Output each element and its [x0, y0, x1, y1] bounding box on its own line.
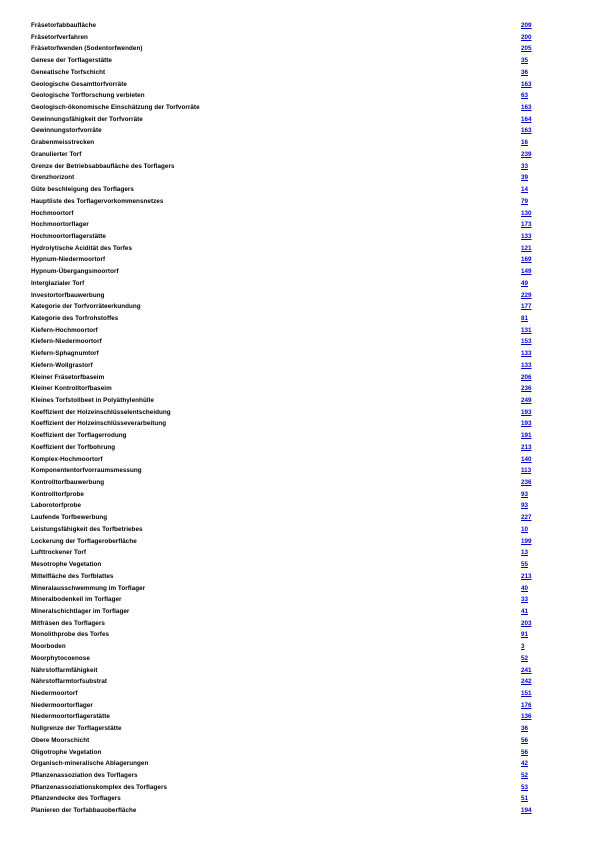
- index-entry: [31, 114, 541, 126]
- index-term: Kleiner Fräsetorfbaseim: [31, 373, 105, 381]
- index-term: Oligotrophe Vegetation: [31, 748, 102, 756]
- index-term: Niedermoortorflager: [31, 701, 93, 709]
- page-reference-link[interactable]: 236: [521, 479, 532, 487]
- index-entry: [31, 629, 541, 641]
- index-entry: [31, 301, 541, 313]
- index-entry: [31, 454, 541, 466]
- index-term: Kiefern-Sphagnumtorf: [31, 350, 99, 358]
- index-entry: [31, 102, 541, 114]
- index-entry: [31, 32, 541, 44]
- index-term: Hydrolytische Acidität des Torfes: [31, 244, 133, 252]
- index-term: Kleiner Kontrolltorfbaseim: [31, 385, 112, 393]
- index-term: Grabenmeisstrecken: [31, 139, 95, 147]
- page-reference-link[interactable]: 193: [521, 408, 532, 416]
- index-entry: [31, 348, 541, 360]
- index-entry: [31, 758, 541, 770]
- index-term: Hauptliste des Torflagervorkommensnetzes: [31, 197, 164, 205]
- index-entry: [31, 489, 541, 501]
- page-reference-link[interactable]: 49: [521, 279, 529, 287]
- index-entry: [31, 172, 541, 184]
- index-entry: [31, 266, 541, 278]
- index-list: [31, 20, 541, 817]
- page-reference-link[interactable]: 14: [521, 186, 529, 194]
- index-entry: [31, 90, 541, 102]
- index-entry: [31, 547, 541, 559]
- index-term: Planieren der Torfabbauoberfläche: [31, 807, 137, 815]
- page-reference-link[interactable]: 239: [521, 150, 532, 158]
- index-entry: [31, 67, 541, 79]
- index-term: Koeffizient der Holzeinschlüsseverarbeitung: [31, 420, 167, 428]
- page-reference-link[interactable]: 229: [521, 291, 532, 299]
- page-reference-link[interactable]: 199: [521, 537, 532, 545]
- index-term: Hochmoortorflager: [31, 221, 89, 229]
- index-entry: [31, 395, 541, 407]
- page-reference-link[interactable]: 33: [521, 596, 529, 604]
- page-reference-link[interactable]: 200: [521, 33, 532, 41]
- page-reference-link[interactable]: 42: [521, 760, 529, 768]
- index-entry: [31, 805, 541, 817]
- index-term: Komponententorfvorraumsmessung: [31, 467, 142, 475]
- index-entry: [31, 500, 541, 512]
- index-term: Fräsetorfverfahren: [31, 33, 88, 41]
- index-entry: [31, 196, 541, 208]
- index-term: Kategorie der Torfvorräteerkundung: [31, 303, 141, 311]
- index-term: Pflanzenassoziation des Torflagers: [31, 772, 138, 779]
- index-entry: [31, 571, 541, 583]
- page-reference-link[interactable]: 241: [521, 666, 532, 674]
- index-term: Mineralausschwemmung im Torflager: [31, 584, 146, 592]
- index-term: Organisch-mineralische Ablagerungen: [31, 760, 149, 768]
- page-reference-link[interactable]: 16: [521, 139, 529, 147]
- index-term: Laufende Torfbewerbung: [31, 514, 108, 522]
- page-reference-link[interactable]: 164: [521, 115, 532, 123]
- page-reference-link[interactable]: 236: [521, 385, 532, 393]
- index-term: Fräsetorfabbaufläche: [31, 22, 97, 29]
- index-term: Mitfräsen des Torflagers: [31, 619, 105, 627]
- index-entry: [31, 770, 541, 782]
- index-entry: [31, 278, 541, 290]
- index-entry: [31, 618, 541, 630]
- index-term: Gewinnungsfähigkeit der Torfvorräte: [31, 115, 143, 123]
- index-entry: [31, 372, 541, 384]
- page-reference-link[interactable]: 52: [521, 772, 529, 779]
- page-reference-link[interactable]: 133: [521, 350, 532, 358]
- page-reference-link[interactable]: 10: [521, 525, 529, 533]
- page-reference-link[interactable]: 177: [521, 303, 532, 311]
- index-term: Mesotrophe Vegetation: [31, 561, 102, 569]
- index-entry: [31, 524, 541, 536]
- index-term: Monolithprobe des Torfes: [31, 631, 110, 639]
- index-entry: [31, 700, 541, 712]
- index-entry: [31, 583, 541, 595]
- index-term: Koeffizient der Torfbohrung: [31, 443, 116, 451]
- index-term: Nährstoffarmfähigkeit: [31, 666, 98, 674]
- index-entry: [31, 184, 541, 196]
- page-reference-link[interactable]: 206: [521, 373, 532, 381]
- index-entry: [31, 161, 541, 173]
- page-reference-link[interactable]: 51: [521, 795, 529, 803]
- page-reference-link[interactable]: 113: [521, 467, 532, 475]
- page-reference-link[interactable]: 191: [521, 432, 532, 440]
- page-reference-link[interactable]: 79: [521, 197, 529, 205]
- page-reference-link[interactable]: 56: [521, 736, 529, 744]
- index-term: Pflanzenassoziationskomplex des Torflagers: [31, 783, 168, 791]
- index-term: Leistungsfähigkeit des Torfbetriebes: [31, 525, 143, 533]
- index-entry: [31, 735, 541, 747]
- page-reference-link[interactable]: 163: [521, 104, 532, 112]
- page-reference-link[interactable]: 81: [521, 314, 529, 322]
- page-reference-link[interactable]: 136: [521, 713, 532, 721]
- index-entry: [31, 254, 541, 266]
- index-term: Genese der Torflagerstätte: [31, 57, 112, 65]
- page-reference-link[interactable]: 205: [521, 45, 532, 53]
- index-entry: [31, 149, 541, 161]
- page-reference-link[interactable]: 131: [521, 326, 532, 334]
- index-term: Mineralschichtlager im Torflager: [31, 607, 130, 615]
- index-entry: [31, 55, 541, 67]
- page-reference-link[interactable]: 56: [521, 748, 529, 756]
- index-entry: [31, 336, 541, 348]
- page-reference-link[interactable]: 33: [521, 162, 529, 170]
- index-entry: [31, 325, 541, 337]
- page-reference-link[interactable]: 193: [521, 420, 532, 428]
- index-entry: [31, 43, 541, 55]
- page-reference-link[interactable]: 249: [521, 397, 532, 404]
- page-reference-link[interactable]: 149: [521, 268, 532, 276]
- index-term: Grenze der Betriebsabbaufläche des Torflagers: [31, 162, 175, 170]
- page-reference-link[interactable]: 55: [521, 561, 529, 569]
- index-term: Moorboden: [31, 643, 66, 651]
- page-reference-link[interactable]: 93: [521, 490, 529, 498]
- page-reference-link[interactable]: 133: [521, 361, 532, 369]
- index-entry: [31, 231, 541, 243]
- index-entry: [31, 243, 541, 255]
- index-term: Pflanzendecke des Torflagers: [31, 795, 121, 803]
- index-entry: [31, 407, 541, 419]
- index-entry: [31, 536, 541, 548]
- page-reference-link[interactable]: 173: [521, 221, 532, 229]
- index-entry: [31, 559, 541, 571]
- index-term: Kategorie des Torfrohstoffes: [31, 314, 119, 322]
- page-reference-link[interactable]: 41: [521, 607, 529, 615]
- index-term: Hochmoortorflagerstätte: [31, 232, 106, 240]
- index-term: Lufttrockener Torf: [31, 549, 87, 557]
- page-reference-link[interactable]: 151: [521, 689, 532, 697]
- page-reference-link[interactable]: 39: [521, 174, 529, 182]
- index-entry: [31, 290, 541, 302]
- index-term: Hochmoortorf: [31, 209, 74, 217]
- index-term: Geologisch-ökonomische Einschätzung der Torfvorräte: [31, 104, 200, 112]
- index-term: Mittelfläche des Torfblattes: [31, 572, 114, 580]
- index-entry: [31, 208, 541, 220]
- index-term: Kiefern-Hochmoortorf: [31, 326, 98, 334]
- index-term: Güte beschleigung des Torflagers: [31, 186, 134, 194]
- index-entry: [31, 418, 541, 430]
- index-term: Fräsetorfwenden (Sodentorfwenden): [31, 45, 143, 53]
- index-term: Geologische Torfforschung verbieten: [31, 92, 145, 100]
- page-reference-link[interactable]: 227: [521, 514, 532, 522]
- page-reference-link[interactable]: 53: [521, 783, 529, 791]
- index-entry: [31, 688, 541, 700]
- index-term: Koeffizient der Torflagerrodung: [31, 432, 127, 440]
- index-term: Hypnum-Niedermoortorf: [31, 256, 106, 264]
- index-entry: [31, 793, 541, 805]
- index-entry: [31, 79, 541, 91]
- index-term: Kiefern-Niedermoortorf: [31, 338, 102, 346]
- index-term: Kontrolltorfprobe: [31, 490, 84, 498]
- page-reference-link[interactable]: 121: [521, 244, 532, 252]
- page-reference-link[interactable]: 140: [521, 455, 532, 463]
- index-term: Komplex-Hochmoortorf: [31, 455, 103, 463]
- page-reference-link[interactable]: 163: [521, 127, 532, 135]
- index-entry: [31, 665, 541, 677]
- index-term: Nullgrenze der Torflagerstätte: [31, 725, 122, 733]
- index-term: Granulierter Torf: [31, 150, 82, 158]
- index-entry: [31, 477, 541, 489]
- page-reference-link[interactable]: 13: [521, 549, 529, 557]
- page-reference-link[interactable]: 213: [521, 443, 532, 451]
- index-entry: [31, 137, 541, 149]
- page-reference-link[interactable]: 3: [521, 643, 525, 651]
- index-entry: [31, 360, 541, 372]
- page-reference-link[interactable]: 63: [521, 92, 529, 100]
- page-reference-link[interactable]: 163: [521, 80, 532, 88]
- index-term: Kiefern-Wollgrastorf: [31, 361, 93, 369]
- index-entry: [31, 641, 541, 653]
- index-entry: [31, 219, 541, 231]
- index-term: Niedermoortorflagerstätte: [31, 713, 110, 721]
- index-entry: [31, 606, 541, 618]
- page-reference-link[interactable]: 133: [521, 232, 532, 240]
- index-term: Mineralbodenkeil im Torflager: [31, 596, 122, 604]
- index-term: Geneatische Torfschicht: [31, 68, 106, 76]
- page-reference-link[interactable]: 176: [521, 701, 532, 709]
- index-term: Kontrolltorfbauwerbung: [31, 479, 105, 487]
- index-entry: [31, 383, 541, 395]
- index-entry: [31, 512, 541, 524]
- index-term: Investortorfbauwerbung: [31, 291, 105, 299]
- index-term: Grenzhorizont: [31, 174, 75, 182]
- page-reference-link[interactable]: 213: [521, 572, 532, 580]
- page-reference-link[interactable]: 40: [521, 584, 529, 592]
- index-entry: [31, 723, 541, 735]
- page-reference-link[interactable]: 35: [521, 57, 529, 65]
- index-term: Moorphytocoenose: [31, 654, 90, 662]
- index-entry: [31, 125, 541, 137]
- index-entry: [31, 313, 541, 325]
- index-term: Kleines Torfstollbeet in Polyäthylenhülle: [31, 397, 154, 404]
- index-entry: [31, 711, 541, 723]
- page-reference-link[interactable]: 153: [521, 338, 532, 346]
- page-reference-link[interactable]: 36: [521, 725, 529, 733]
- page-reference-link[interactable]: 36: [521, 68, 529, 76]
- index-term: Nährstoffarmtorfsubstrat: [31, 678, 108, 686]
- page-reference-link[interactable]: 242: [521, 678, 532, 686]
- index-entry: [31, 20, 541, 32]
- page-reference-link[interactable]: 203: [521, 619, 532, 627]
- page-reference-link[interactable]: 130: [521, 209, 532, 217]
- index-term: Obere Moorschicht: [31, 736, 90, 744]
- page-reference-link[interactable]: 209: [521, 22, 532, 29]
- index-term: Hypnum-Übergangsmoortorf: [31, 268, 119, 276]
- index-term: Niedermoortorf: [31, 689, 78, 697]
- index-entry: [31, 442, 541, 454]
- page-reference-link[interactable]: 194: [521, 807, 532, 815]
- index-entry: [31, 653, 541, 665]
- index-term: Laborotorfprobe: [31, 502, 82, 510]
- index-entry: [31, 782, 541, 794]
- index-entry: [31, 747, 541, 759]
- index-entry: [31, 465, 541, 477]
- index-term: Lockerung der Torflageroberfläche: [31, 537, 137, 545]
- index-term: Koeffizient der Holzeinschlüsselentscheidung: [31, 408, 171, 416]
- index-term: Interglazialer Torf: [31, 279, 85, 287]
- page-reference-link[interactable]: 93: [521, 502, 529, 510]
- index-entry: [31, 430, 541, 442]
- index-entry: [31, 594, 541, 606]
- page-reference-link[interactable]: 169: [521, 256, 532, 264]
- index-term: Gewinnungstorfvorräte: [31, 127, 102, 135]
- page-reference-link[interactable]: 52: [521, 654, 529, 662]
- index-entry: [31, 676, 541, 688]
- page-reference-link[interactable]: 91: [521, 631, 529, 639]
- index-term: Geologische Gesamttorfvorräte: [31, 80, 127, 88]
